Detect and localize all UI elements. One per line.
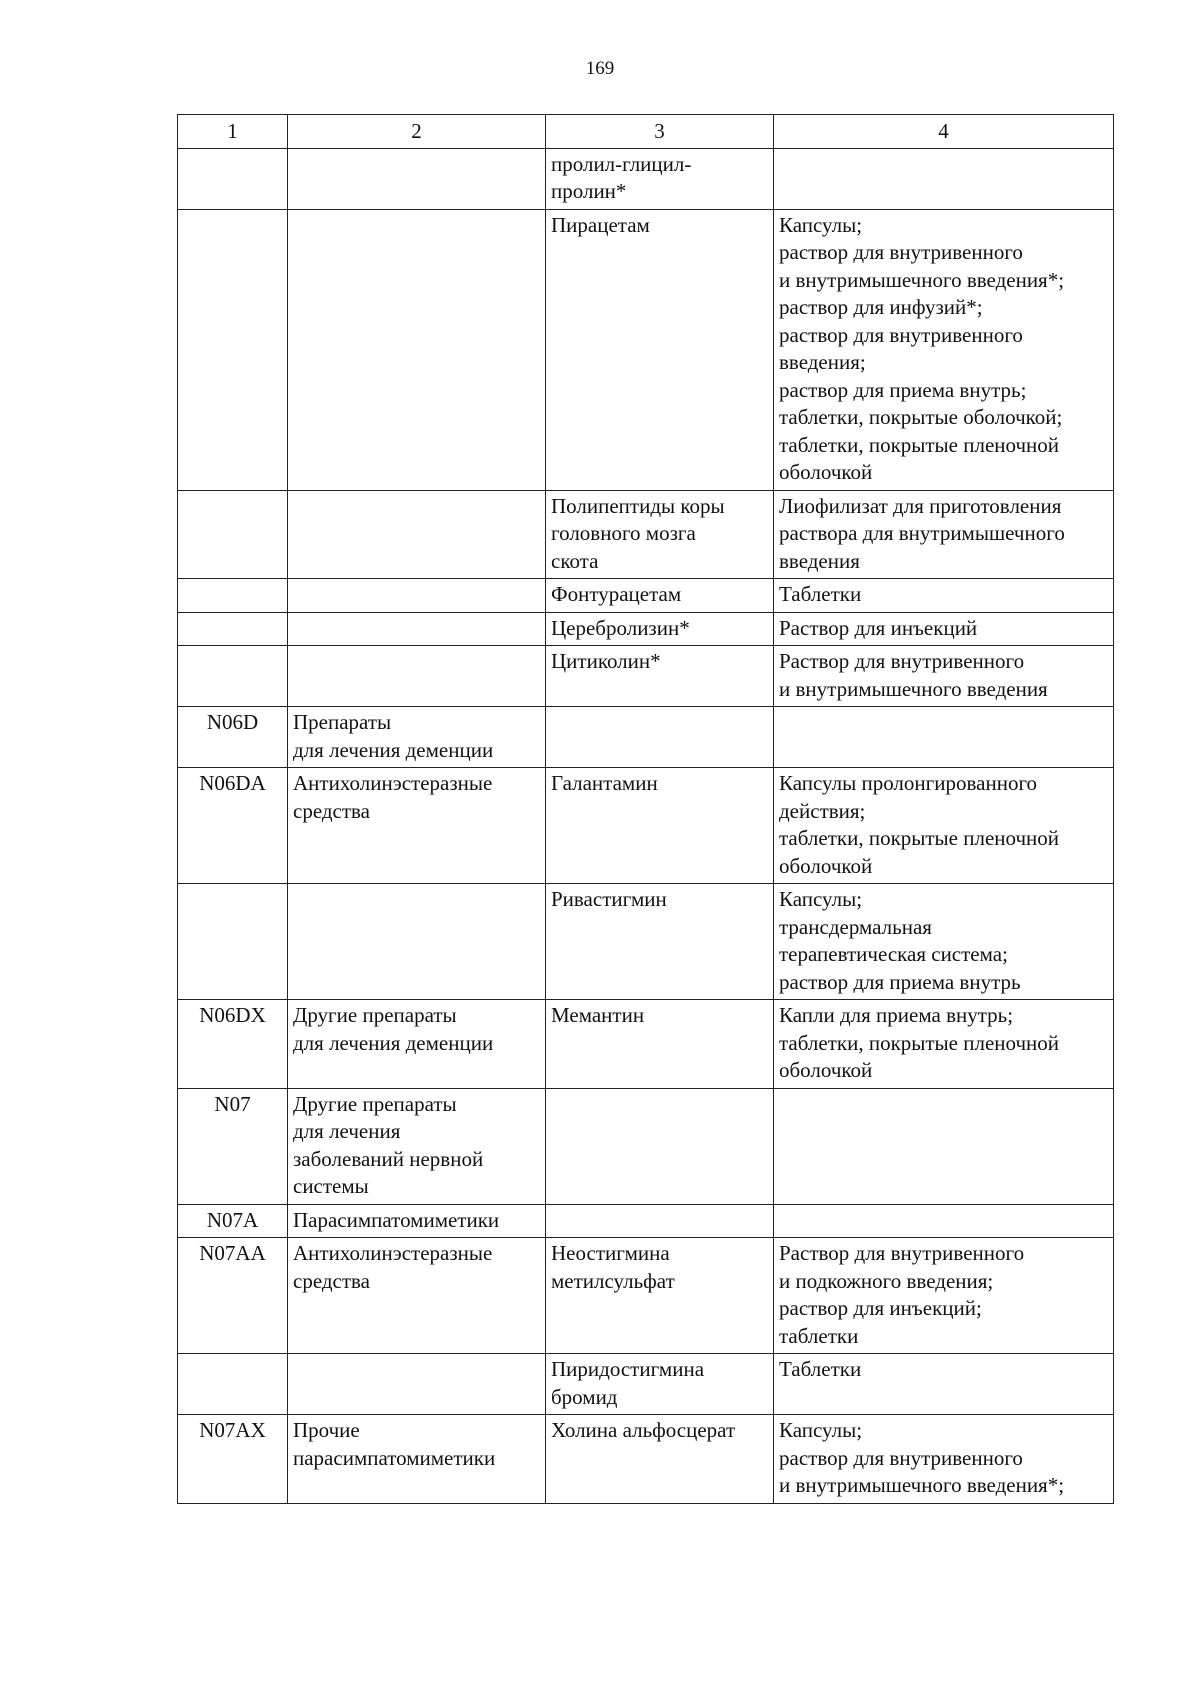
- atc-code-cell: N06DX: [178, 1000, 288, 1089]
- group-name-cell: Антихолинэстеразные средства: [288, 768, 546, 884]
- table-row: [178, 1238, 1114, 1354]
- atc-code-cell: [178, 612, 288, 646]
- table-row: [178, 612, 1114, 646]
- group-name-cell: [288, 646, 546, 707]
- group-name-cell: Антихолинэстеразные средства: [288, 1238, 546, 1354]
- atc-code-cell: [178, 490, 288, 579]
- table-row: [178, 1000, 1114, 1089]
- atc-code-cell: N07AX: [178, 1415, 288, 1504]
- table-row: [178, 490, 1114, 579]
- dosage-forms-cell: Капсулы; раствор для внутривенного и внутримышечного введения*;: [774, 1415, 1114, 1504]
- table-row: [178, 707, 1114, 768]
- drug-name-cell: [546, 1204, 774, 1238]
- atc-code-cell: N07AA: [178, 1238, 288, 1354]
- dosage-forms-cell: Капсулы пролонгированного действия; таблетки, покрытые пленочной оболочкой: [774, 768, 1114, 884]
- table-row: [178, 884, 1114, 1000]
- dosage-forms-cell: [774, 148, 1114, 209]
- group-name-cell: Прочие парасимпатомиметики: [288, 1415, 546, 1504]
- table-row: [178, 1415, 1114, 1504]
- drug-name-cell: пролил-глицил- пролин*: [546, 148, 774, 209]
- atc-code-cell: N06D: [178, 707, 288, 768]
- column-header-3: 3: [546, 115, 774, 149]
- table-row: [178, 768, 1114, 884]
- group-name-cell: Другие препараты для лечения заболеваний нервной системы: [288, 1088, 546, 1204]
- atc-code-cell: N06DA: [178, 768, 288, 884]
- dosage-forms-cell: Раствор для внутривенного и подкожного введения; раствор для инъекций; таблетки: [774, 1238, 1114, 1354]
- drug-name-cell: Полипептиды коры головного мозга скота: [546, 490, 774, 579]
- drug-name-cell: Пиридостигмина бромид: [546, 1354, 774, 1415]
- dosage-forms-cell: Капсулы; раствор для внутривенного и внутримышечного введения*; раствор для инфузий*; раствор для внутривенного введения; раствор для приема внутрь; таблетки, покрытые оболочкой; таблетки, покрытые пленочной оболочкой: [774, 209, 1114, 490]
- table-body: [178, 148, 1114, 1503]
- drug-name-cell: Неостигмина метилсульфат: [546, 1238, 774, 1354]
- dosage-forms-cell: Таблетки: [774, 579, 1114, 613]
- drug-name-cell: Мемантин: [546, 1000, 774, 1089]
- table-row: [178, 1354, 1114, 1415]
- atc-code-cell: [178, 884, 288, 1000]
- atc-code-cell: [178, 646, 288, 707]
- group-name-cell: [288, 209, 546, 490]
- table-row: [178, 646, 1114, 707]
- group-name-cell: Препараты для лечения деменции: [288, 707, 546, 768]
- dosage-forms-cell: [774, 1088, 1114, 1204]
- drug-name-cell: [546, 707, 774, 768]
- dosage-forms-cell: Раствор для инъекций: [774, 612, 1114, 646]
- table-row: [178, 579, 1114, 613]
- page-number: 169: [585, 58, 615, 79]
- drug-name-cell: Холина альфосцерат: [546, 1415, 774, 1504]
- column-header-1: 1: [178, 115, 288, 149]
- header-row: [178, 115, 1114, 149]
- drug-table: [177, 114, 1114, 1504]
- group-name-cell: Парасимпатомиметики: [288, 1204, 546, 1238]
- table-row: [178, 1204, 1114, 1238]
- dosage-forms-cell: Раствор для внутривенного и внутримышечного введения: [774, 646, 1114, 707]
- table-row: [178, 209, 1114, 490]
- group-name-cell: [288, 579, 546, 613]
- group-name-cell: [288, 1354, 546, 1415]
- dosage-forms-cell: [774, 1204, 1114, 1238]
- drug-name-cell: Цитиколин*: [546, 646, 774, 707]
- atc-code-cell: [178, 579, 288, 613]
- atc-code-cell: N07: [178, 1088, 288, 1204]
- group-name-cell: [288, 612, 546, 646]
- table-header: [178, 115, 1114, 149]
- drug-name-cell: Галантамин: [546, 768, 774, 884]
- drug-name-cell: Фонтурацетам: [546, 579, 774, 613]
- drug-name-cell: [546, 1088, 774, 1204]
- dosage-forms-cell: Капли для приема внутрь; таблетки, покрытые пленочной оболочкой: [774, 1000, 1114, 1089]
- table-row: [178, 148, 1114, 209]
- dosage-forms-cell: [774, 707, 1114, 768]
- drug-name-cell: Ривастигмин: [546, 884, 774, 1000]
- column-header-2: 2: [288, 115, 546, 149]
- group-name-cell: Другие препараты для лечения деменции: [288, 1000, 546, 1089]
- group-name-cell: [288, 148, 546, 209]
- atc-code-cell: [178, 209, 288, 490]
- table-row: [178, 1088, 1114, 1204]
- atc-code-cell: [178, 148, 288, 209]
- group-name-cell: [288, 884, 546, 1000]
- atc-code-cell: [178, 1354, 288, 1415]
- drug-name-cell: Пирацетам: [546, 209, 774, 490]
- group-name-cell: [288, 490, 546, 579]
- dosage-forms-cell: Лиофилизат для приготовления раствора для внутримышечного введения: [774, 490, 1114, 579]
- atc-code-cell: N07A: [178, 1204, 288, 1238]
- dosage-forms-cell: Таблетки: [774, 1354, 1114, 1415]
- drug-name-cell: Церебролизин*: [546, 612, 774, 646]
- dosage-forms-cell: Капсулы; трансдермальная терапевтическая система; раствор для приема внутрь: [774, 884, 1114, 1000]
- column-header-4: 4: [774, 115, 1114, 149]
